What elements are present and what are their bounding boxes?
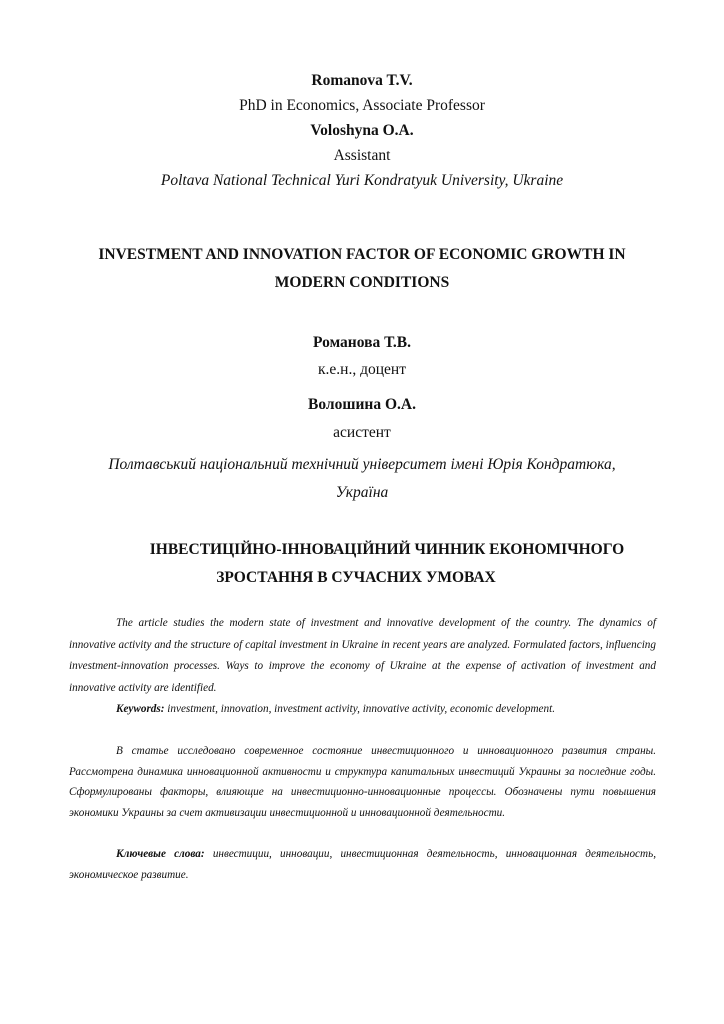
title-en-line-2: MODERN CONDITIONS <box>274 274 450 291</box>
title-en-line-1: INVESTMENT AND INNOVATION FACTOR OF ECONOMIC GROWTH IN <box>98 246 626 263</box>
keywords-ru-text: инвестиции, инновации, инвестиционная деятельность, инновационная деятельность, экономическое развитие. <box>69 848 656 881</box>
keywords-ru <box>69 844 656 885</box>
author-1-name: Romanova T.V. <box>311 72 413 89</box>
author-ua-1-title: к.е.н., доцент <box>318 361 406 378</box>
author-ua-2-name: Волошина О.А. <box>308 396 416 413</box>
affiliation-ua-line-2: Україна <box>335 484 389 501</box>
author-ua-2-title: асистент <box>333 424 391 441</box>
title-ua-line-1: ІНВЕСТИЦІЙНО-ІННОВАЦІЙНИЙ ЧИННИК ЕКОНОМІЧНОГО <box>149 541 625 558</box>
affiliation-ua-line-1: Полтавський національний технічний університет імені Юрія Кондратюка, <box>108 456 616 473</box>
keywords-en <box>69 699 656 721</box>
author-2-title: Assistant <box>333 147 391 164</box>
affiliation-en: Poltava National Technical Yuri Kondratyuk University, Ukraine <box>160 172 564 189</box>
abstract-ru: В статье исследовано современное состояние инвестиционного и инновационного развития страны. Рассмотрена динамика инновационной активности и структура капитальных инвестиций Украины за последние годы. Сформулированы факторы, влияющие на инвестиционно-инновационные процессы. Обозначены пути повышения экономики Украины за счет активизации инвестиционной и инновационной деятельности. <box>69 745 656 819</box>
abstract-en: The article studies the modern state of investment and innovative development of the country. The dynamics of innovative activity and the structure of capital investment in Ukraine in recent years are analyzed. Formulated factors, influencing investment-innovation processes. Ways to improve the economy of Ukraine at the expense of activation of investment and innovative activity are identified. <box>69 617 656 694</box>
title-ua-line-2: ЗРОСТАННЯ В СУЧАСНИХ УМОВАХ <box>216 569 496 586</box>
keywords-en-text: investment, innovation, investment activity, innovative activity, economic development. <box>164 703 555 715</box>
keywords-en-label: Keywords: <box>116 703 165 715</box>
author-2-name: Voloshyna O.A. <box>310 122 414 139</box>
keywords-ru-label: Ключевые слова: <box>116 848 205 860</box>
author-1-title: PhD in Economics, Associate Professor <box>239 97 485 114</box>
author-ua-1-name: Романова Т.В. <box>313 334 411 351</box>
